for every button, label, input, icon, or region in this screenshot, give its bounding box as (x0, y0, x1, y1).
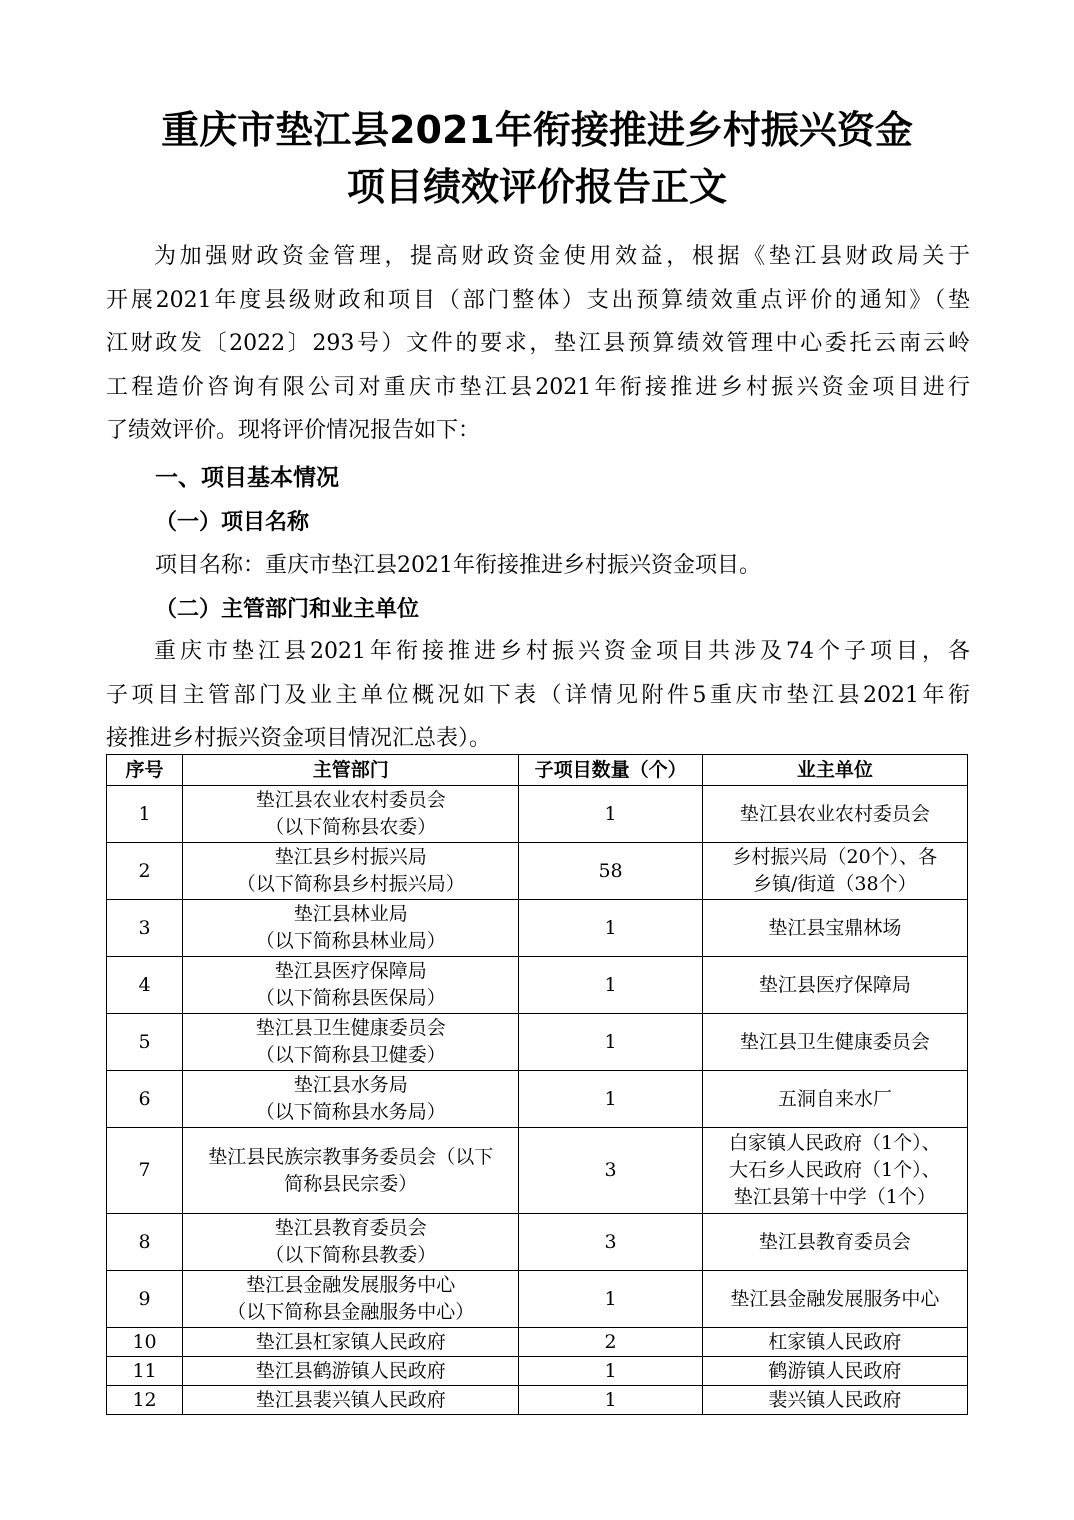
intro-line: 开展2021年度县级财政和项目（部门整体）支出预算绩效重点评价的通知》（垫 (106, 287, 970, 313)
cell-owner-line: 垫江县教育委员会 (758, 1230, 911, 1253)
cell-count (519, 1357, 702, 1386)
cell-owner-line: 大石乡人民政府（1个）、 (729, 1159, 941, 1181)
section-heading-basic-info: 一、项目基本情况 (155, 465, 339, 491)
cell-no-line: 4 (138, 973, 151, 996)
cell-no (107, 1014, 183, 1071)
cell-no (107, 1328, 183, 1357)
table-row (107, 957, 968, 1014)
cell-department (183, 1271, 519, 1328)
cell-department-line: 垫江县鹤游镇人民政府 (255, 1359, 446, 1382)
intro-line: 江财政发〔2022〕293号）文件的要求，垫江县预算绩效管理中心委托云南云岭 (106, 331, 970, 356)
table-row (107, 1271, 968, 1328)
cell-owner (702, 1071, 967, 1128)
cell-count-line: 1 (604, 1388, 617, 1411)
cell-count (519, 900, 702, 957)
cell-owner (702, 1271, 967, 1328)
cell-department (183, 1357, 519, 1386)
cell-owner (702, 900, 967, 957)
cell-no-line: 7 (138, 1159, 151, 1181)
cell-owner (702, 1386, 967, 1415)
cell-department-line: 垫江县民族宗教事务委员会（以下 (208, 1145, 494, 1168)
cell-no-line: 6 (138, 1087, 151, 1110)
cell-department-line: （以下简称县教委） (265, 1244, 437, 1266)
cell-owner-line: 垫江县农业农村委员会 (739, 802, 930, 825)
cell-department-line: 垫江县杠家镇人民政府 (255, 1330, 446, 1353)
cell-count-line: 58 (598, 859, 623, 882)
cell-count-line: 3 (604, 1230, 617, 1253)
cell-department-line: 垫江县水务局 (293, 1074, 408, 1096)
cell-no-line: 10 (132, 1330, 157, 1353)
cell-department (183, 1128, 519, 1214)
cell-count-line: 1 (604, 916, 617, 939)
cell-department (183, 957, 519, 1014)
cell-department-line: 垫江县金融发展服务中心 (246, 1274, 456, 1296)
cell-owner-line: 乡村振兴局（20个）、各 (732, 846, 938, 868)
project-name-text: 项目名称：重庆市垫江县2021年衔接推进乡村振兴资金项目。 (155, 553, 761, 578)
intro-paragraph (106, 235, 970, 453)
cell-owner (702, 786, 967, 843)
departments-line: 接推进乡村振兴资金项目情况汇总表）。 (106, 726, 492, 751)
cell-count (519, 1014, 702, 1071)
cell-count (519, 1214, 702, 1271)
cell-count-line: 1 (604, 802, 617, 825)
cell-count (519, 1071, 702, 1128)
cell-owner (702, 843, 967, 900)
cell-count-line: 2 (604, 1330, 617, 1353)
cell-count-line: 1 (604, 1359, 617, 1382)
cell-count (519, 1328, 702, 1357)
cell-owner (702, 1214, 967, 1271)
cell-department-line: （以下简称县医保局） (255, 987, 446, 1009)
table-header-row (107, 755, 968, 786)
cell-no-line: 8 (138, 1230, 151, 1253)
cell-department-line: 垫江县林业局 (293, 903, 408, 925)
cell-no-line: 1 (138, 802, 151, 825)
cell-owner (702, 957, 967, 1014)
subsection-heading-project-name: （一）项目名称 (155, 509, 310, 535)
column-header-department: 主管部门 (183, 755, 519, 786)
cell-department (183, 1071, 519, 1128)
cell-owner (702, 1357, 967, 1386)
table-row (107, 1328, 968, 1357)
table-row (107, 1214, 968, 1271)
cell-department-line: （以下简称县水务局） (255, 1101, 446, 1123)
cell-count (519, 1271, 702, 1328)
cell-no-line: 3 (138, 916, 151, 939)
cell-no (107, 1128, 183, 1214)
table-row (107, 1071, 968, 1128)
cell-owner-line: 垫江县宝鼎林场 (768, 916, 902, 939)
cell-owner-line: 垫江县医疗保障局 (758, 973, 911, 996)
cell-no (107, 1071, 183, 1128)
cell-owner-line: 鹤游镇人民政府 (768, 1359, 902, 1382)
cell-department-line: 简称县民宗委） (284, 1172, 418, 1195)
departments-table (106, 754, 968, 1415)
cell-no (107, 957, 183, 1014)
cell-no-line: 9 (138, 1287, 151, 1310)
cell-department (183, 1386, 519, 1415)
table-row (107, 843, 968, 900)
departments-paragraph (106, 630, 970, 761)
table-row (107, 900, 968, 957)
cell-department-line: 垫江县乡村振兴局 (274, 846, 427, 868)
cell-no (107, 1357, 183, 1386)
table-row (107, 1357, 968, 1386)
cell-count-line: 1 (604, 973, 617, 996)
cell-owner-line: 乡镇/街道（38个） (753, 873, 917, 895)
cell-department-line: 垫江县裴兴镇人民政府 (255, 1388, 446, 1411)
table-row (107, 1386, 968, 1415)
cell-department-line: 垫江县医疗保障局 (274, 960, 427, 982)
cell-count-line: 1 (604, 1287, 617, 1310)
cell-owner-line: 白家镇人民政府（1个）、 (729, 1132, 941, 1154)
cell-count (519, 786, 702, 843)
cell-no-line: 2 (138, 859, 151, 882)
cell-department-line: （以下简称县乡村振兴局） (236, 873, 465, 895)
cell-department (183, 1014, 519, 1071)
cell-owner (702, 1014, 967, 1071)
departments-line: 子项目主管部门及业主单位概况如下表（详情见附件5重庆市垫江县2021年衔 (106, 682, 970, 708)
cell-count (519, 1128, 702, 1214)
cell-no (107, 1214, 183, 1271)
cell-no (107, 786, 183, 843)
cell-no (107, 1386, 183, 1415)
cell-count-line: 3 (604, 1159, 617, 1181)
cell-owner-line: 垫江县金融发展服务中心 (730, 1287, 940, 1310)
report-title-line1: 重庆市垫江县2021年衔接推进乡村振兴资金 (161, 108, 913, 152)
cell-department-line: 垫江县教育委员会 (274, 1217, 427, 1239)
cell-department (183, 1214, 519, 1271)
departments-line: 重庆市垫江县2021年衔接推进乡村振兴资金项目共涉及74个子项目，各 (154, 639, 970, 664)
table-row (107, 1128, 968, 1214)
cell-department-line: （以下简称县卫健委） (255, 1044, 446, 1066)
cell-owner-line: 五洞自来水厂 (777, 1087, 892, 1110)
cell-owner (702, 1328, 967, 1357)
cell-owner-line: 垫江县第十中学（1个） (733, 1186, 936, 1208)
column-header-no: 序号 (107, 755, 183, 786)
cell-count (519, 843, 702, 900)
cell-owner (702, 1128, 967, 1214)
cell-count-line: 1 (604, 1087, 617, 1110)
cell-count (519, 1386, 702, 1415)
cell-department-line: 垫江县农业农村委员会 (255, 789, 446, 811)
cell-department (183, 843, 519, 900)
cell-owner-line: 裴兴镇人民政府 (768, 1388, 902, 1411)
cell-department (183, 786, 519, 843)
cell-no (107, 900, 183, 957)
cell-count (519, 957, 702, 1014)
intro-line: 了绩效评价。现将评价情况报告如下： (106, 418, 481, 443)
cell-owner-line: 杠家镇人民政府 (768, 1330, 902, 1353)
subsection-heading-departments: （二）主管部门和业主单位 (155, 596, 420, 622)
table-row (107, 1014, 968, 1071)
table-body (107, 786, 968, 1415)
cell-department-line: （以下简称县林业局） (255, 930, 446, 952)
report-title-line2: 项目绩效评价报告正文 (346, 165, 727, 209)
cell-department (183, 900, 519, 957)
cell-no-line: 11 (132, 1359, 157, 1382)
intro-line: 工程造价咨询有限公司对重庆市垫江县2021年衔接推进乡村振兴资金项目进行 (106, 374, 970, 400)
column-header-owner: 业主单位 (702, 755, 967, 786)
cell-count-line: 1 (604, 1030, 617, 1053)
cell-no (107, 1271, 183, 1328)
cell-owner-line: 垫江县卫生健康委员会 (739, 1030, 930, 1053)
table-row (107, 786, 968, 843)
cell-department-line: （以下简称县金融服务中心） (227, 1301, 475, 1323)
cell-department (183, 1328, 519, 1357)
cell-no-line: 5 (138, 1030, 151, 1053)
cell-no-line: 12 (132, 1388, 157, 1411)
cell-department-line: （以下简称县农委） (265, 816, 437, 838)
column-header-count: 子项目数量（个） (519, 755, 702, 786)
cell-no (107, 843, 183, 900)
intro-line: 为加强财政资金管理，提高财政资金使用效益，根据《垫江县财政局关于 (154, 244, 970, 269)
cell-department-line: 垫江县卫生健康委员会 (255, 1017, 446, 1039)
